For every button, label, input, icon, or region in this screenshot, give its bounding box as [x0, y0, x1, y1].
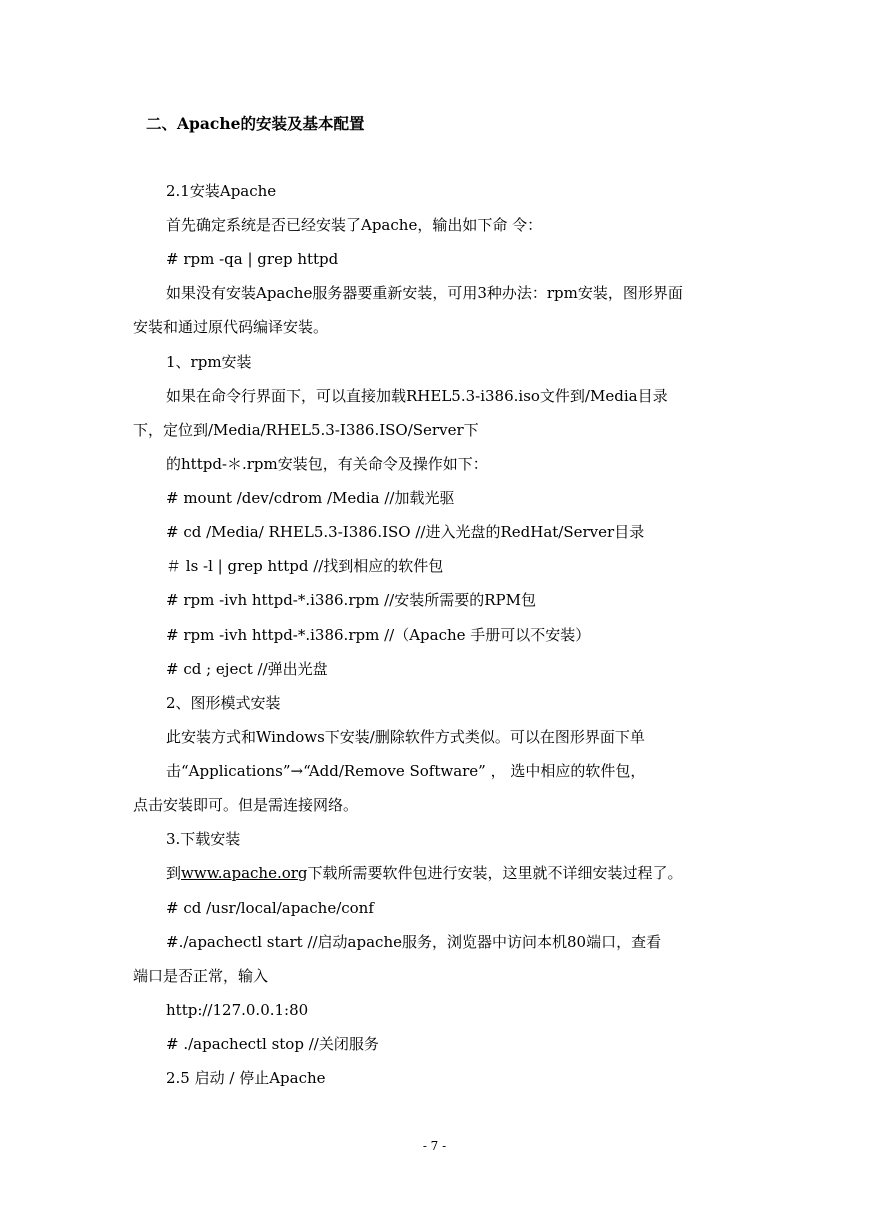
subsection-title: 2、图形模式安装 [166, 694, 281, 712]
page-number: - 7 - [422, 1139, 447, 1153]
command-line: # rpm -ivh httpd-*.i386.rpm //（Apache 手册可以不安装） [166, 626, 591, 644]
paragraph-line: 点击安装即可。但是需连接网络。 [133, 796, 359, 814]
paragraph-line: 如果没有安装Apache服务器要重新安装，可用3种办法：rpm安装，图形界面 [166, 284, 683, 302]
subsection-title: 2.5 启动 / 停止Apache [166, 1069, 326, 1087]
subsection-title: 2.1安装Apache [166, 182, 277, 200]
command-line: #./apachectl start //启动apache服务，浏览器中访问本机80端口，查看 [166, 933, 662, 951]
command-line: # cd /Media/ RHEL5.3-I386.ISO //进入光盘的RedHat/Server目录 [166, 523, 645, 541]
download-prefix: 到 [166, 864, 182, 882]
paragraph-line: 击“Applications”→“Add/Remove Software” ， 选中相应的软件包， [166, 762, 646, 780]
paragraph-line: 的httpd-＊.rpm安装包，有关命令及操作如下： [166, 455, 488, 473]
command-line: # ./apachectl stop //关闭服务 [166, 1035, 379, 1053]
subsection-title: 3.下载安装 [166, 830, 241, 848]
paragraph-line: 端口是否正常，输入 [133, 967, 269, 985]
paragraph-line: 首先确定系统是否已经安装了Apache，输出如下命 令： [166, 216, 543, 234]
command-line: # rpm -qa | grep httpd [166, 250, 339, 268]
command-line: # mount /dev/cdrom /Media //加载光驱 [166, 489, 455, 507]
section-heading: 二、Apache的安装及基本配置 [146, 114, 365, 133]
paragraph-line: 安装和通过原代码编译安装。 [133, 318, 329, 336]
command-line: ＃ ls -l | grep httpd //找到相应的软件包 [166, 557, 444, 575]
download-paragraph [166, 863, 683, 883]
download-suffix: 下载所需要软件包进行安装，这里就不详细安装过程了。 [307, 864, 683, 882]
paragraph-line: 下，定位到/Media/RHEL5.3-I386.ISO/Server下 [133, 421, 479, 439]
command-line: # rpm -ivh httpd-*.i386.rpm //安装所需要的RPM包 [166, 591, 536, 609]
url-line: http://127.0.0.1:80 [166, 1001, 309, 1019]
paragraph-line: 如果在命令行界面下，可以直接加载RHEL5.3-i386.iso文件到/Media目录 [166, 387, 668, 405]
paragraph-line: 此安装方式和Windows下安装/删除软件方式类似。可以在图形界面下单 [166, 728, 645, 746]
subsection-title: 1、rpm安装 [166, 353, 252, 371]
apache-site-link[interactable]: www.apache.org [181, 864, 308, 882]
command-line: # cd ; eject //弹出光盘 [166, 660, 328, 678]
command-line: # cd /usr/local/apache/conf [166, 899, 374, 917]
